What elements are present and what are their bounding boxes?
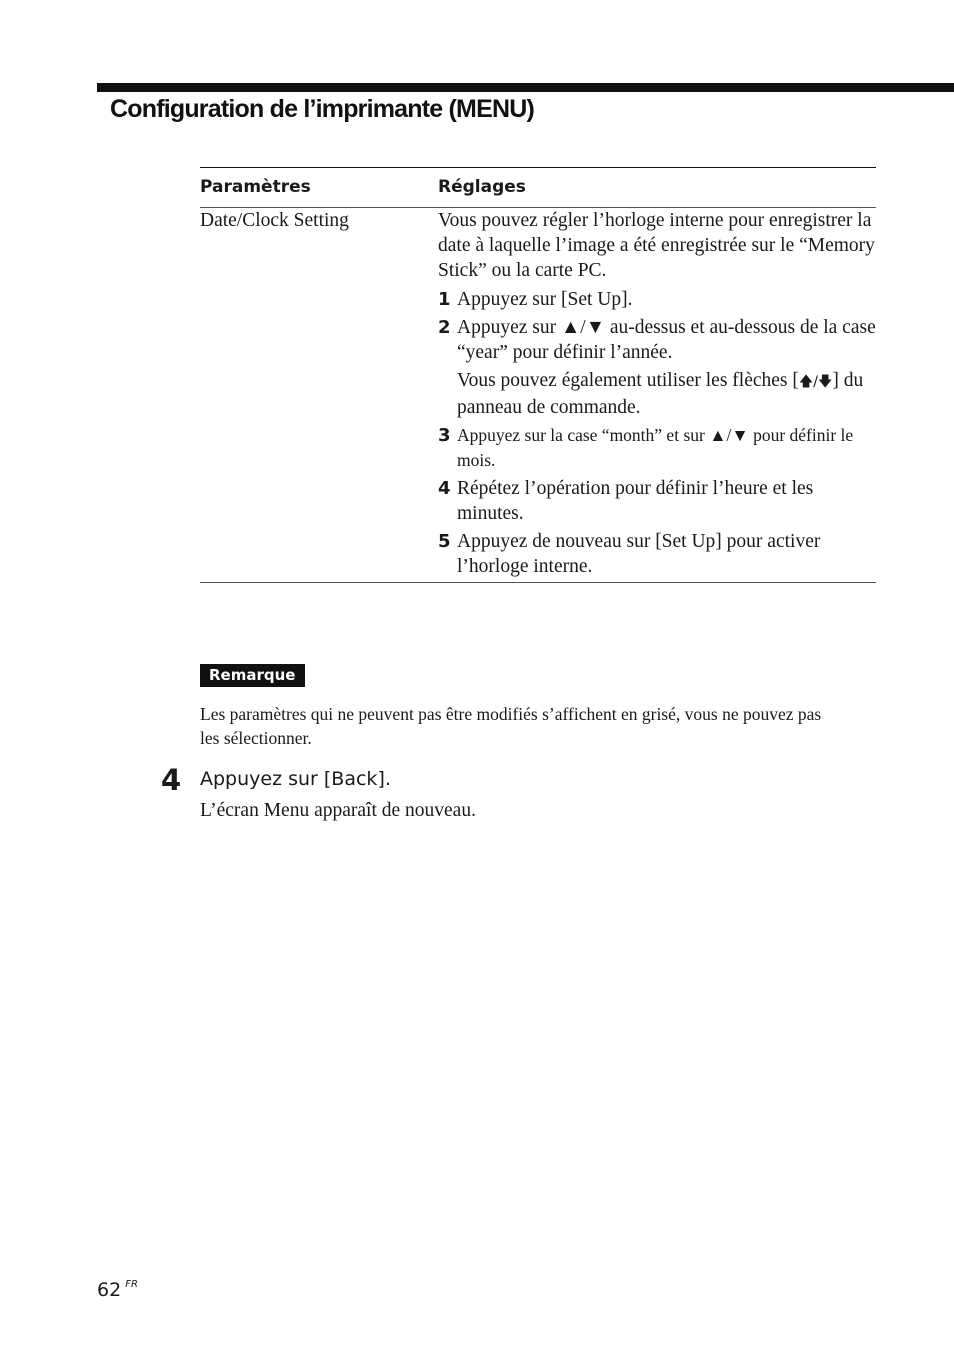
step-text: Appuyez de nouveau sur [Set Up] pour activer l’horloge interne. <box>457 531 821 577</box>
steps-list <box>438 287 876 579</box>
header-reglages: Réglages <box>438 168 876 208</box>
settings-table <box>200 167 876 583</box>
step-number: 1 <box>438 289 451 310</box>
step-2 <box>438 315 876 420</box>
step-text: Répétez l’opération pour définir l’heure et les minutes. <box>457 478 814 524</box>
step-number: 3 <box>438 425 451 446</box>
step4-result: L’écran Menu apparaît de nouveau. <box>200 800 476 821</box>
page-lang: FR <box>125 1279 138 1290</box>
table-header-row <box>200 168 876 208</box>
step-3 <box>438 423 876 473</box>
subtext-pre: Vous pouvez également utiliser les flèches [ <box>457 370 799 391</box>
subtext-post: ] du panneau de commande. <box>457 370 864 418</box>
top-rule <box>97 83 954 92</box>
step-text: Appuyez sur [Set Up]. <box>457 289 633 310</box>
step-subtext <box>457 368 876 420</box>
step-number: 5 <box>438 531 451 552</box>
step4-title: Appuyez sur [Back]. <box>200 768 391 790</box>
table-row <box>200 208 876 583</box>
step-number: 2 <box>438 317 451 338</box>
section-title: Configuration de l’imprimante (MENU) <box>110 95 534 123</box>
arrow-keys-icon: 🡅/🡇 <box>798 374 833 390</box>
step-text: Appuyez sur la case “month” et sur ▲/▼ pour définir le mois. <box>457 425 854 470</box>
step-4 <box>438 476 876 526</box>
step-text: Appuyez sur ▲/▼ au-dessus et au-dessous de la case “year” pour définir l’année. <box>457 317 876 363</box>
settings-intro: Vous pouvez régler l’horloge interne pour enregistrer la date à laquelle l’image a été enregistrée sur le “Memory Stick” ou la carte PC. <box>438 210 875 281</box>
note-label: Remarque <box>200 664 305 687</box>
header-parametres: Paramètres <box>200 168 438 208</box>
note-text: Les paramètres qui ne peuvent pas être modifiés s’affichent en grisé, vous ne pouvez pas les sélectionner. <box>200 704 822 748</box>
page-number-value: 62 <box>97 1279 122 1301</box>
step-number: 4 <box>438 478 451 499</box>
page-number <box>97 1279 138 1301</box>
param-settings <box>438 208 876 583</box>
step-5 <box>438 529 876 579</box>
param-name: Date/Clock Setting <box>200 210 349 231</box>
step-1 <box>438 287 876 312</box>
step4-number: 4 <box>161 763 182 797</box>
